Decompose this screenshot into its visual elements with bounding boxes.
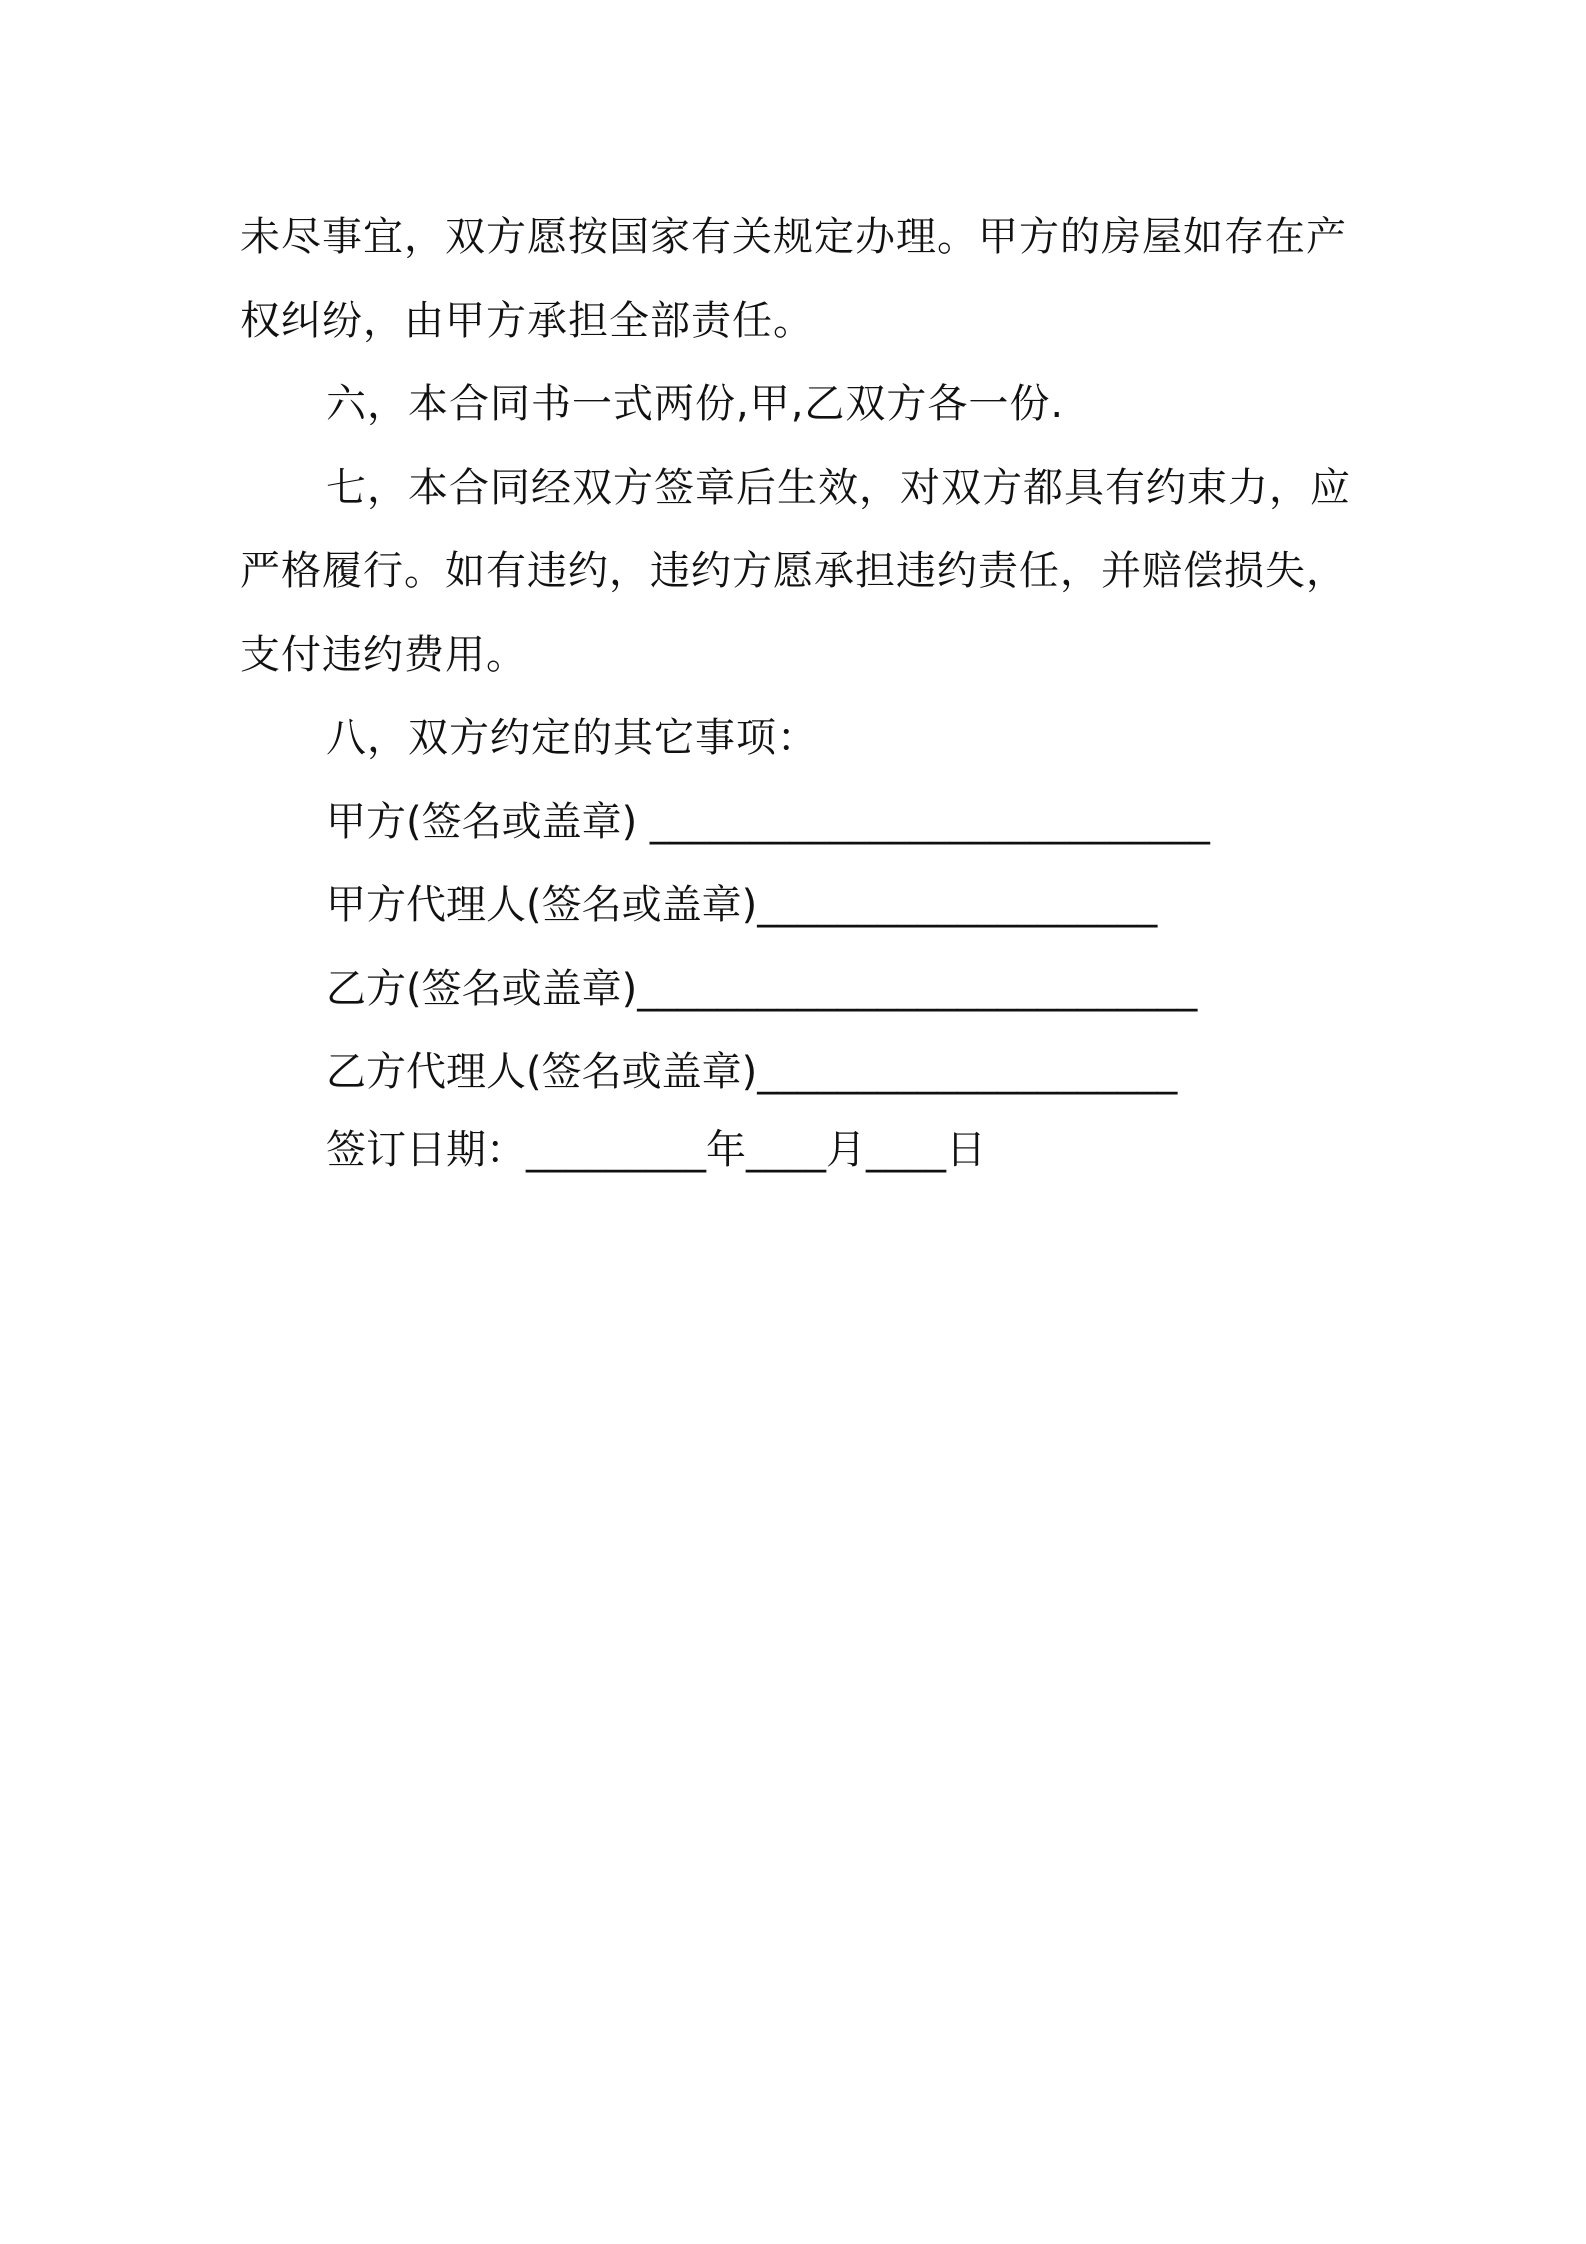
- paragraph-clause-six: 六，本合同书一式两份,甲,乙双方各一份.: [326, 381, 1065, 427]
- signature-line-party-a-agent: 甲方代理人(签名或盖章)____________________: [326, 882, 1158, 928]
- document-body: [240, 196, 1360, 1185]
- signing-date-line: 签订日期：_________年____月____日: [326, 1126, 986, 1173]
- signature-line-party-b-agent: 乙方代理人(签名或盖章)_____________________: [326, 1049, 1178, 1095]
- paragraph-unresolved-matters: 未尽事宜，双方愿按国家有关规定办理。甲方的房屋如存在产权纠纷，由甲方承担全部责任。: [240, 214, 1347, 344]
- signature-line-party-a: 甲方(签名或盖章) ____________________________: [326, 798, 1210, 845]
- paragraph-clause-seven: 七，本合同经双方签章后生效，对双方都具有约束力，应严格履行。如有违约，违约方愿承担违约责任，并赔偿损失，支付违约费用。: [240, 464, 1351, 678]
- signature-line-party-b: 乙方(签名或盖章)____________________________: [326, 965, 1198, 1012]
- paragraph-clause-eight: 八，双方约定的其它事项：: [326, 715, 818, 761]
